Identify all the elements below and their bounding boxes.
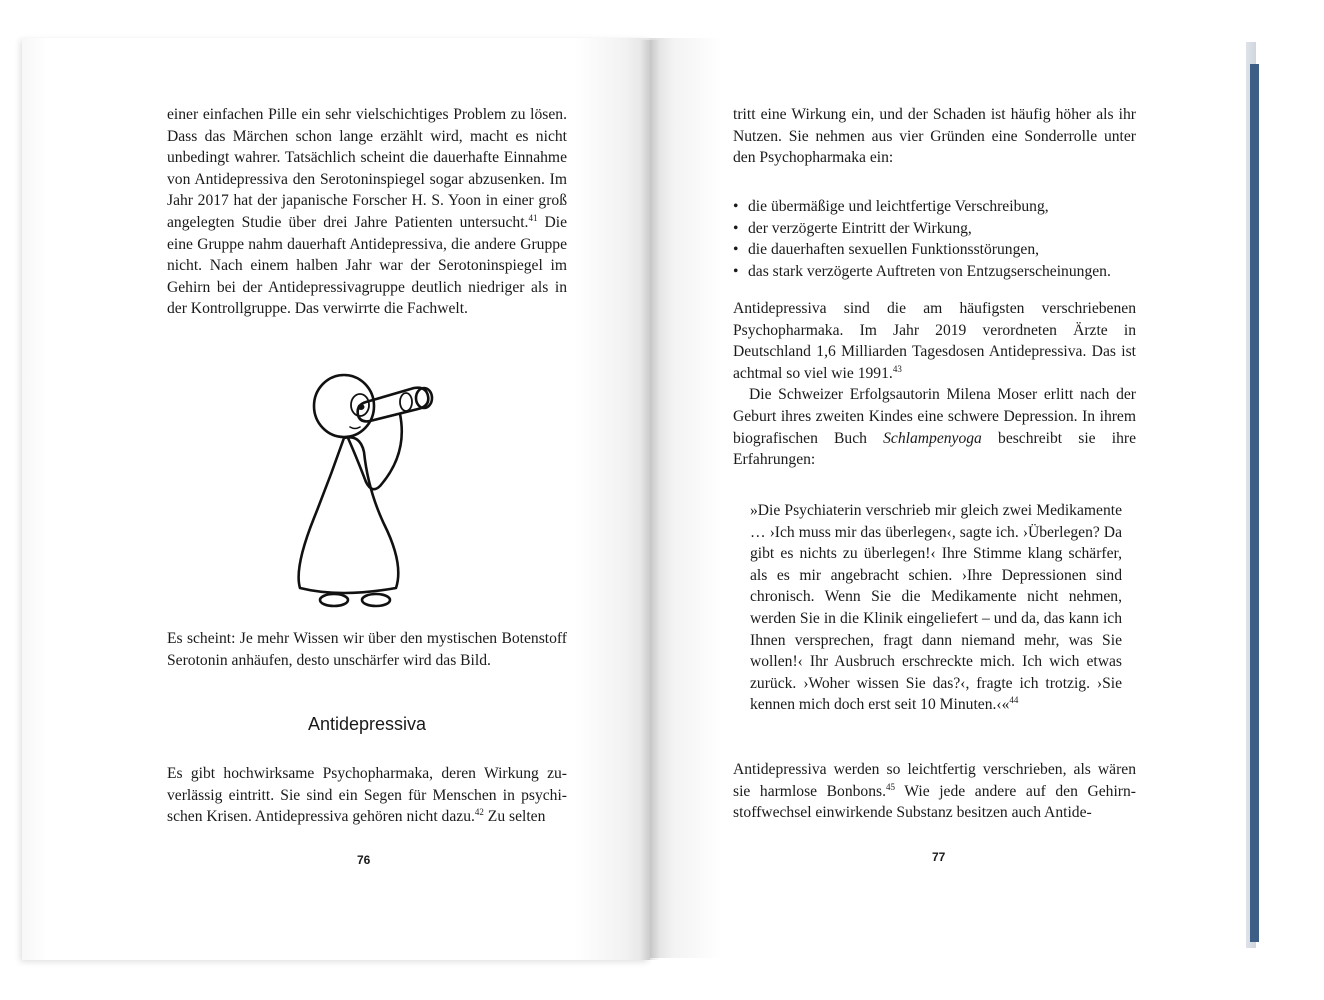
left-paragraph-3-text: Es gibt hochwirksame Psychopharmaka, deren Wirkung zuverlässig eintritt. Sie sind ein Segen für Menschen in psychischen Krisen. Antidepressiva gehören nicht dazu. [167,765,567,826]
right-paragraph-3-text: Die Schweizer Erfolgsautorin Milena Moser erlitt nach der Geburt ihres zweiten Kindes eine schwere Depression. In ihrem biografischen Buch [733,386,1136,447]
list-item: • die übermäßige und leichtfertige Verschreibung, [733,196,1136,218]
left-paragraph-1-text-cont: Die eine Gruppe nahm dauerhaft Antidepressiva, die andere Gruppe nicht. Nach einem halben Jahr war der Serotoninspiegel im Gehirn bei der Antidepressivagruppe deutlich niedriger als in der Kontrollgruppe. Das verwirrte die Fachwelt. [167,213,568,318]
footnote-ref-42: 42 [474,807,484,817]
right-paragraph-4 [733,759,1136,824]
list-item: • die dauerhaften sexuellen Funktionsstörungen, [733,239,1136,261]
block-quote [750,500,1122,716]
page-number-right: 77 [932,850,946,864]
section-heading: Antidepressiva [307,714,427,734]
book-cover-edge [1250,64,1259,942]
right-paragraph-2-text: Antidepressiva sind die am häufigsten verschriebenen Psychopharmaka. Im Jahr 2019 verordneten Ärzte in Deutschland 1,6 Milliarden Tagesdosen Antidepressiva. Das ist achtmal so viel wie 1991. [733,300,1136,382]
list-item: • der verzögerte Eintritt der Wirkung, [733,218,1136,240]
page-number-left: 76 [357,853,371,867]
figure-arm [348,414,402,489]
right-paragraph-3-text-cont: beschreibt sie ihre Erfahrungen: [733,429,1136,469]
right-paragraph-1-text: tritt eine Wirkung ein, und der Schaden ist häufig höher als ihr Nutzen. Sie nehmen aus vier Gründen eine Sonderrolle unter den Psychopharmaka ein: [733,106,1136,167]
footnote-ref-44: 44 [1009,695,1019,706]
binoculars-lens-2 [400,393,412,411]
book-title-italic: Schlampenyoga [883,429,982,447]
figure-foot-right [362,594,390,606]
left-paragraph-3 [167,763,567,828]
footnote-ref-41: 41 [528,212,538,223]
left-paragraph-2 [167,628,567,671]
footnote-ref-45: 45 [886,781,895,792]
left-paragraph-3-text-cont: Zu selten [483,808,546,826]
figure-robe [299,437,399,593]
right-paragraph-1 [733,104,1136,169]
right-paragraph-4-text-cont: Wie jede andere auf den Gehirnstoffwechsel einwirkende Substanz besitzen auch Antide- [733,782,1136,822]
right-paragraph-2-3 [733,298,1136,471]
list-item: • das stark verzögerte Auftreten von Entzugserscheinungen. [733,261,1136,283]
left-paragraph-1 [167,104,567,320]
book-gutter [640,40,660,960]
figure-head [314,375,374,437]
left-paragraph-1-text: einer einfachen Pille ein sehr vielschichtiges Problem zu lösen. Dass das Märchen schon lange erzählt wird, macht es nicht unbedingt wahrer. Tatsächlich scheint die dauerhafte Einnahme von Antidepressiva den Serotoninspiegel sogar abzusenken. Im Jahr 2017 hat der japanische Forscher H. S. Yoon in einer groß angelegten Studie über drei Jahre Patienten untersucht. [167,106,567,231]
block-quote-text: »Die Psychiaterin verschrieb mir gleich zwei Medikamente … ›Ich muss mir das überlegen‹, sagte ich. ›Überlegen? Da gibt es nichts zu überlegen!‹ Ihre Stimme klang schärfer, als es mir angebracht schien. ›Ihre Depressionen sind chronisch. Wenn Sie die Medikamente nicht nehmen, werden Sie in die Klinik eingeliefert – und da, das kann ich Ihnen versprechen, fragt dann niemand mehr, was Sie wollen!‹ Ihr Ausbruch erschreckte mich. Ich wich etwas zurück. ›Woher wissen Sie das?‹, fragte ich trotzig. ›Sie kennen mich doch erst seit 10 Minuten.‹« [750,502,1122,714]
right-paragraph-4-text: Antidepressiva werden so leichtfertig verschrieben, als wären sie harmlose Bonbons. [733,761,1136,800]
stick-figure-binoculars-illustration [288,366,448,610]
reasons-bullet-list [733,196,1136,282]
figure-foot-left [320,594,348,606]
left-paragraph-2-text: Es scheint: Je mehr Wissen wir über den mystischen Botenstoff Serotonin anhäufen, desto unschärfer wird das Bild. [167,630,567,669]
figure-mouth [350,427,360,429]
footnote-ref-43: 43 [892,363,902,374]
